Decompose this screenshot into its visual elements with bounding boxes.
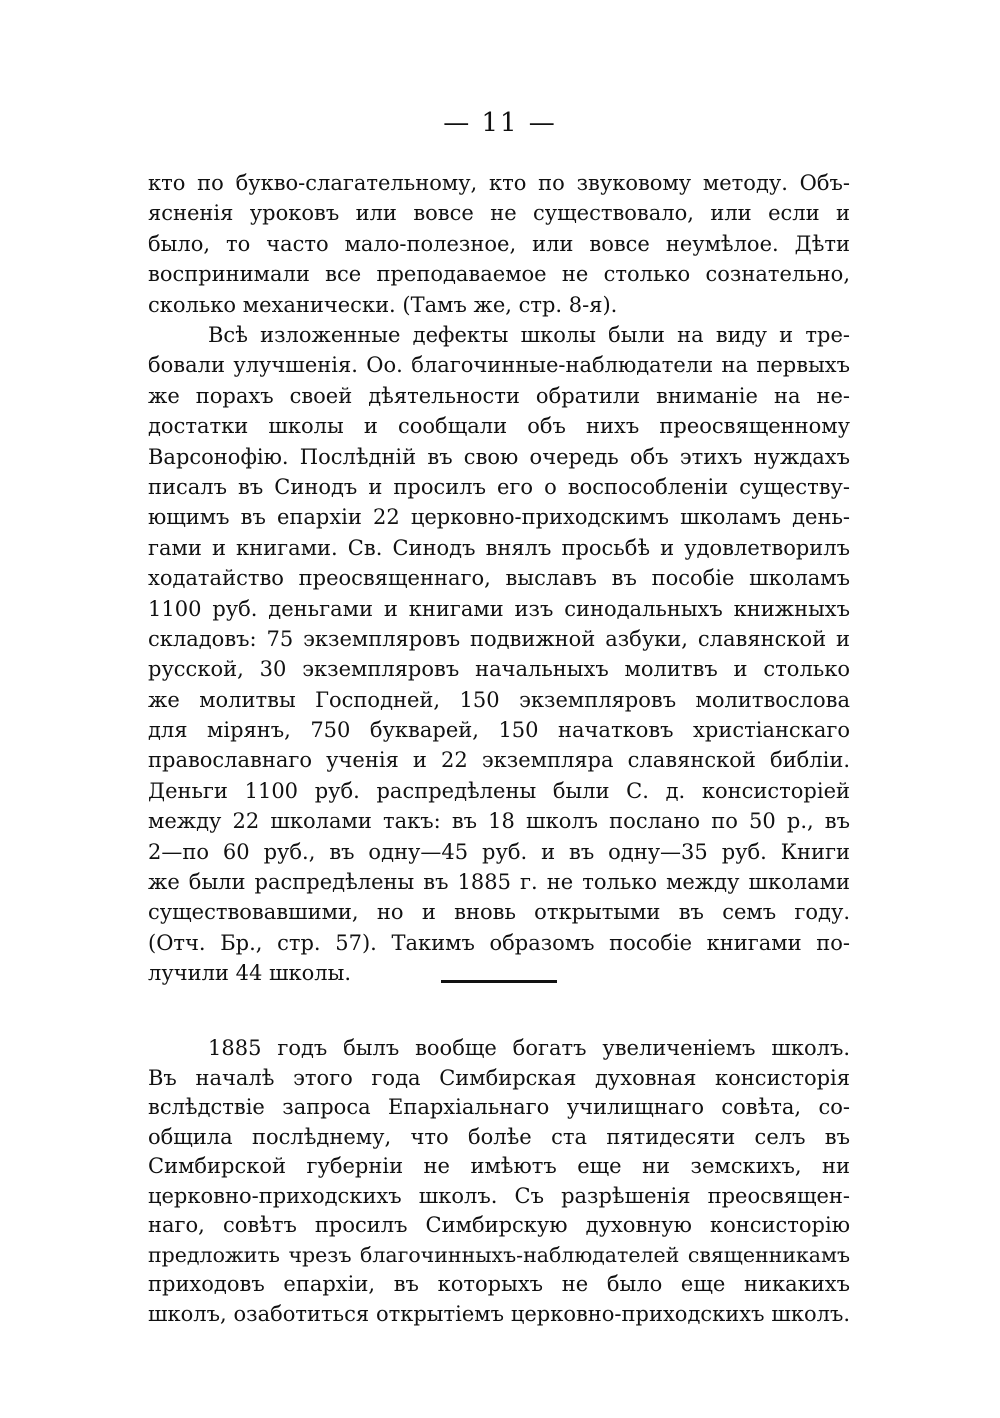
text-line: (Отч. Бр., стр. 57). Такимъ образомъ пособіе книгами по- <box>148 930 850 955</box>
text-line: общила послѣднему, что болѣе ста пятидесяти селъ въ <box>148 1124 850 1149</box>
text-line: Всѣ изложенные дефекты школы были на виду и тре- <box>208 323 850 347</box>
text-line: было, то часто мало-полезное, или вовсе неумѣлое. Дѣти <box>148 231 850 256</box>
paragraph-1 <box>148 168 850 320</box>
text-line: 1100 руб. деньгами и книгами изъ синодальныхъ книжныхъ <box>148 596 850 621</box>
text-line: церковно-приходскихъ школъ. Съ разрѣшенія преосвящен- <box>148 1183 850 1208</box>
paragraph-3 <box>148 1034 850 1329</box>
text-line: 1885 годъ былъ вообще богатъ увеличеніемъ школъ. <box>208 1036 850 1060</box>
text-line: школъ, озаботиться открытіемъ церковно-приходскихъ школъ. <box>148 1301 850 1326</box>
section-divider <box>441 980 557 983</box>
text-line: Симбирской губерніи не имѣютъ еще ни земскихъ, ни <box>148 1154 850 1178</box>
text-line: же были распредѣлены въ 1885 г. не только между школами <box>148 870 850 895</box>
text-line: вслѣдствіе запроса Епархіальнаго училищнаго совѣта, со- <box>148 1095 850 1119</box>
page-number: — 11 — <box>443 108 557 138</box>
paragraph-2 <box>148 320 850 989</box>
text-line: русской, 30 экземпляровъ начальныхъ молитвъ и столько <box>148 657 850 682</box>
text-line: Въ началѣ этого года Симбирская духовная консисторія <box>148 1065 850 1090</box>
text-line: гами и книгами. Св. Синодъ внялъ просьбѣ и удовлетворилъ <box>148 535 850 560</box>
text-line: существовавшими, но и вновь открытыми въ семъ году. <box>148 900 850 925</box>
text-line: ходатайство преосвященнаго, выславъ въ пособіе школамъ <box>148 566 850 591</box>
text-line: же порахъ своей дѣятельности обратили вниманіе на не- <box>148 383 850 408</box>
text-line: достатки школы и сообщали объ нихъ преосвященному <box>148 414 850 439</box>
text-line: ющимъ въ епархіи 22 церковно-приходскимъ школамъ день- <box>148 505 850 530</box>
text-line: наго, совѣтъ просилъ Симбирскую духовную консисторію <box>148 1213 850 1237</box>
text-line: между 22 школами такъ: въ 18 школъ послано по 50 р., въ <box>148 809 850 834</box>
text-line: предложить чрезъ благочинныхъ-наблюдателей священникамъ <box>148 1242 850 1267</box>
text-line: Деньги 1100 руб. распредѣлены были С. д. консисторіей <box>148 778 850 803</box>
text-line: православнаго ученія и 22 экземпляра славянской библіи. <box>148 748 850 773</box>
text-line: бовали улучшенія. Оо. благочинные-наблюдатели на первыхъ <box>148 353 850 378</box>
text-line: приходовъ епархіи, въ которыхъ не было еще никакихъ <box>148 1272 850 1296</box>
text-line: ясненія уроковъ или вовсе не существовало, или если и <box>148 201 850 226</box>
text-line: кто по букво-слагательному, кто по звуковому методу. Объ- <box>148 171 850 195</box>
text-line: складовъ: 75 экземпляровъ подвижной азбуки, славянской и <box>148 626 850 651</box>
text-line: Варсонофію. Послѣдній въ свою очередь объ этихъ нуждахъ <box>148 444 850 469</box>
text-line: лучили 44 школы. <box>148 961 352 986</box>
text-line: писалъ въ Синодъ и просилъ его о воспособленіи существу- <box>148 474 850 499</box>
text-line: же молитвы Господней, 150 экземпляровъ молитвослова <box>148 687 850 712</box>
text-line: воспринимали все преподаваемое не столько сознательно, <box>148 262 850 287</box>
text-line: для мірянъ, 750 букварей, 150 начатковъ христіанскаго <box>148 718 850 743</box>
text-line: сколько механически. (Тамъ же, стр. 8-я). <box>148 292 618 317</box>
text-line: 2—по 60 руб., въ одну—45 руб. и въ одну—35 руб. Книги <box>148 839 850 864</box>
